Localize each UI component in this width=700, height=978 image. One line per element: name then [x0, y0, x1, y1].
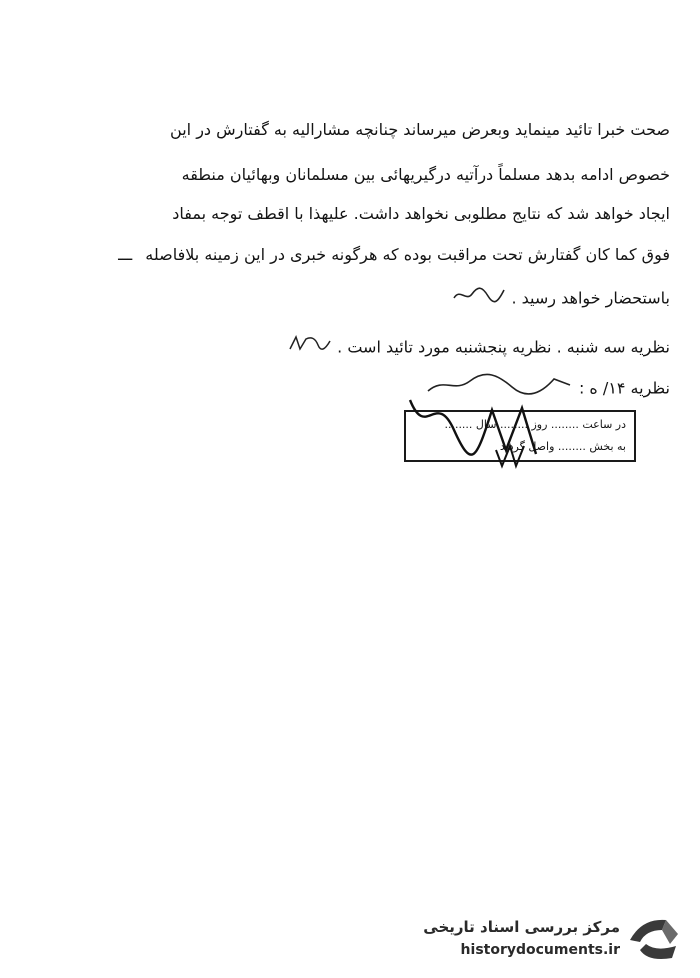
- document-line-3: [22, 201, 670, 227]
- document-line-1: [22, 117, 670, 143]
- document-line-2: [22, 162, 670, 188]
- initials-scribble: [288, 333, 332, 363]
- note-text: نظریه سه شنبه . نظریه پنجشنبه مورد تائید است .: [337, 337, 670, 357]
- stamp-signature: [396, 380, 576, 474]
- document-line-5: [22, 284, 670, 314]
- archive-logo-icon: [626, 914, 682, 970]
- line-text: فوق کما کان گفتارش تحت مراقبت بوده که هرگونه خبری در این زمینه بلافاصله: [145, 245, 670, 264]
- document-line-4: [22, 242, 670, 268]
- line-text: باستحضار خواهد رسید .: [511, 288, 670, 308]
- watermark-footer: [406, 906, 686, 966]
- line-text: صحت خبرا تائید مینماید وبعرض میرساند چنانچه مشارالیه به گفتارش در این: [170, 120, 670, 139]
- line-dash: ـــ: [118, 245, 133, 264]
- line-text: ایجاد خواهد شد که نتایج مطلوبی نخواهد داشت. علیهذا با اقطف توجه بمفاد: [172, 204, 670, 223]
- stamp-row-section: به بخش ........ واصل گردید: [499, 440, 626, 453]
- line-text: خصوص ادامه بدهد مسلماً درآتیه درگیریهائی بین مسلمانان وبهائیان منطقه: [181, 165, 670, 184]
- watermark-title: مرکز بررسی اسناد تاریخی: [423, 918, 620, 936]
- signature-scribble: [452, 284, 506, 314]
- watermark-url: historydocuments.ir: [460, 942, 620, 958]
- note-line-1: [22, 333, 670, 363]
- note-text: نظریه ۱۴/ ه :: [578, 378, 670, 398]
- stamp-row-time: در ساعت ........ روز ........ سال ........: [444, 418, 626, 431]
